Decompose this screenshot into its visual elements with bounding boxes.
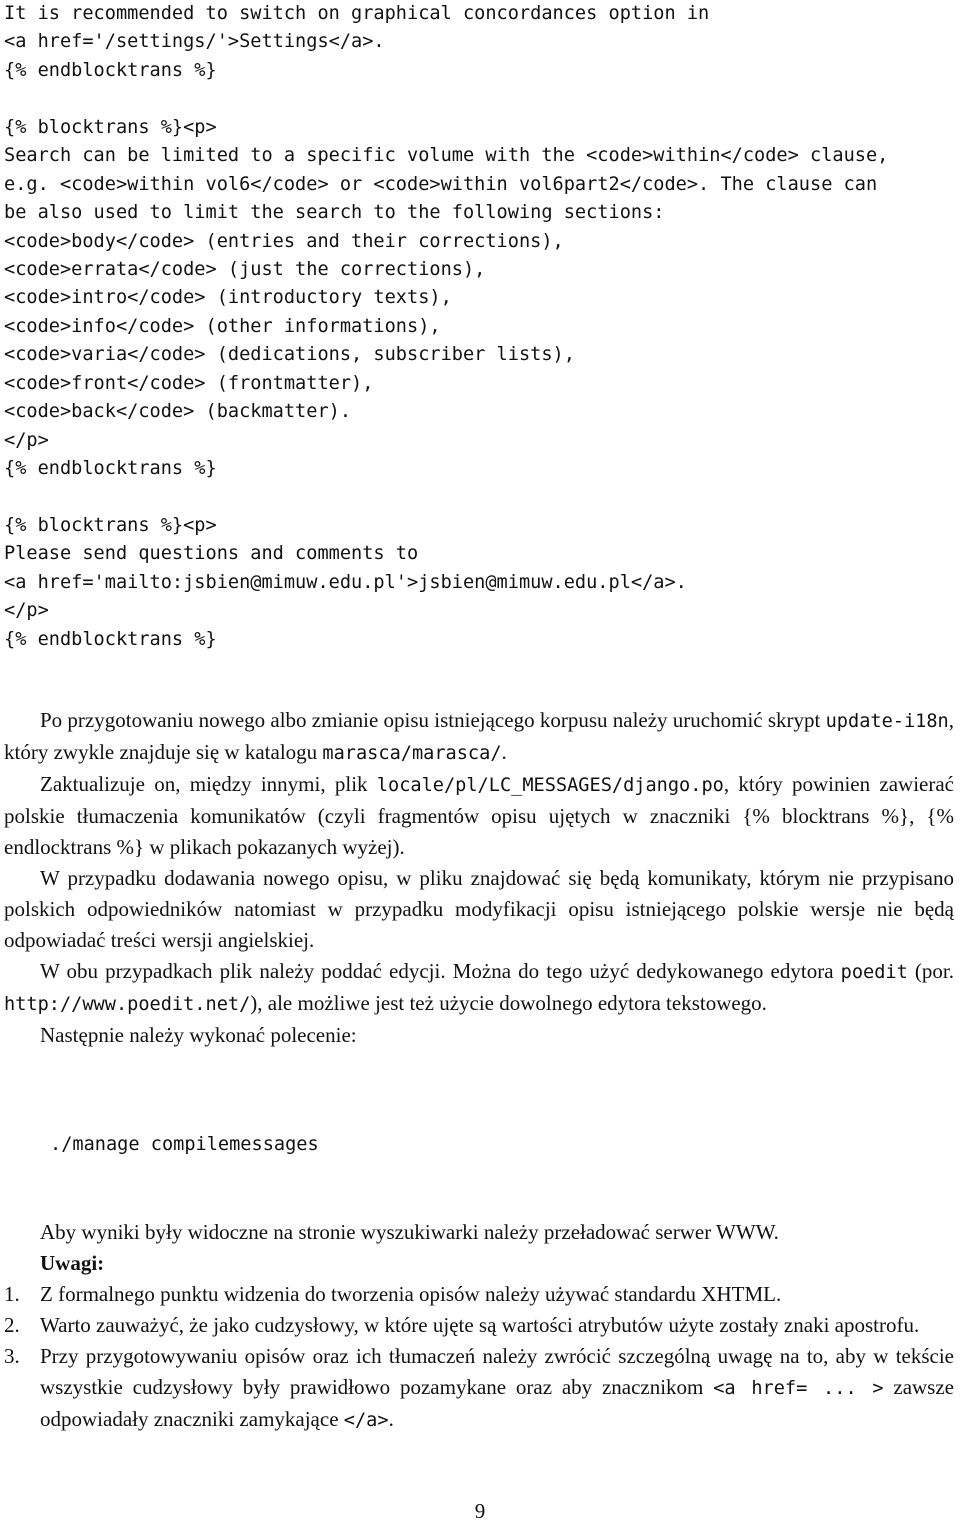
note-text: zawsze odpowiadały znaczniki zamykające	[40, 1375, 954, 1431]
code-line: </p>	[4, 429, 49, 451]
text-run: Po przygotowaniu nowego albo zmianie opisu istniejącego korpusu należy uruchomić skrypt	[40, 708, 826, 732]
code-line: {% endblocktrans %}	[4, 628, 217, 650]
code-line: <code>varia</code> (dedications, subscriber lists),	[4, 344, 575, 366]
code-line: {% blocktrans %}<p>	[4, 514, 217, 536]
code-line: <code>info</code> (other informations),	[4, 315, 441, 337]
note-item	[4, 1341, 954, 1436]
code-line: <code>intro</code> (introductory texts),	[4, 287, 452, 309]
command-line: ./manage compilemessages	[50, 1134, 319, 1155]
note-item	[4, 1310, 954, 1341]
note-text: Warto zauważyć, że jako cudzysłowy, w które ujęte są wartości atrybutów użyte zostały znaki apostrofu.	[40, 1313, 920, 1337]
text-run: Zaktualizuje on, między innymi, plik	[40, 772, 377, 796]
code-line: </p>	[4, 600, 49, 622]
notes-heading: Uwagi:	[40, 1251, 105, 1275]
note-text: .	[388, 1407, 394, 1431]
after-command-text	[4, 1217, 954, 1436]
note-item	[4, 1279, 954, 1310]
code-line: <code>body</code> (entries and their corrections),	[4, 230, 564, 252]
text-run: .	[501, 740, 507, 764]
template-code-listing	[4, 0, 954, 654]
paragraph-new-description: W przypadku dodawania nowego opisu, w pliku znajdować się będą komunikaty, którym nie przypisano polskich odpowiedników natomiast w przypadku modyfikacji opisu istniejącego polskie wersje nie będą odpowiadać treści wersji angielskiej.	[4, 866, 954, 952]
code-line: <code>back</code> (backmatter).	[4, 401, 352, 423]
note-text: Z formalnego punktu widzenia do tworzenia opisów należy używać standardu XHTML.	[40, 1282, 782, 1306]
note-number: 2.	[4, 1313, 20, 1337]
paragraph-run-script	[4, 705, 954, 769]
opening-tag-code: <a href= ... >	[713, 1378, 884, 1399]
instructions-text	[4, 705, 954, 1051]
file-path: locale/pl/LC_MESSAGES/django.po	[376, 775, 724, 796]
code-line: <a href='/settings/'>Settings</a>.	[4, 31, 385, 53]
code-line: <a href='mailto:jsbien@mimuw.edu.pl'>jsbien@mimuw.edu.pl</a>.	[4, 571, 687, 593]
closing-tag-code: </a>	[343, 1410, 389, 1431]
notes-list	[4, 1279, 954, 1436]
text-run: , który powinien zawierać polskie tłumaczenia komunikatów (czyli fragmentów opisu ujętych w znaczniki {% blocktrans %}, {% endlocktrans %} w plikach pokazanych wyżej).	[4, 772, 954, 859]
code-line: It is recommended to switch on graphical concordances option in	[4, 3, 710, 24]
page-number: 9	[474, 1499, 486, 1523]
code-line: <code>errata</code> (just the corrections),	[4, 258, 486, 280]
note-text: Przy przygotowywaniu opisów oraz ich tłumaczeń należy zwrócić szczególną uwagę na to, aby w tekście wszystkie cudzysłowy były prawidłowo pozamykane oraz aby znacznikom	[40, 1344, 954, 1399]
paragraph-reload-server: Aby wyniki były widoczne na stronie wyszukiwarki należy przeładować serwer WWW.	[40, 1220, 779, 1244]
text-run: (por.	[907, 959, 955, 983]
code-line: be also used to limit the search to the following sections:	[4, 202, 665, 224]
code-line: e.g. <code>within vol6</code> or <code>within vol6part2</code>. The clause can	[4, 173, 878, 195]
note-number: 1.	[4, 1282, 20, 1306]
note-number: 3.	[4, 1344, 20, 1368]
script-name: update-i18n	[825, 711, 949, 732]
directory-path: marasca/marasca/	[322, 743, 502, 764]
editor-url: http://www.poedit.net/	[4, 994, 251, 1015]
text-run: W obu przypadkach plik należy poddać edycji. Można do tego użyć dedykowanego edytora	[40, 959, 841, 983]
text-run: ), ale możliwe jest też użycie dowolnego edytora tekstowego.	[250, 991, 767, 1015]
paragraph-update-file	[4, 769, 954, 863]
code-line: Please send questions and comments to	[4, 543, 419, 565]
text-run: , który zwykle znajduje się w katalogu	[4, 708, 954, 764]
code-line	[4, 483, 954, 511]
code-line	[4, 85, 954, 113]
code-line: {% blocktrans %}<p>	[4, 116, 217, 138]
code-line: {% endblocktrans %}	[4, 458, 217, 479]
editor-name: poedit	[840, 962, 908, 983]
paragraph-next-step: Następnie należy wykonać polecenie:	[40, 1023, 357, 1047]
code-line: {% endblocktrans %}	[4, 59, 217, 81]
code-line: <code>front</code> (frontmatter),	[4, 372, 374, 394]
paragraph-editor	[4, 956, 954, 1020]
code-line: Search can be limited to a specific volume with the <code>within</code> clause,	[4, 145, 889, 167]
